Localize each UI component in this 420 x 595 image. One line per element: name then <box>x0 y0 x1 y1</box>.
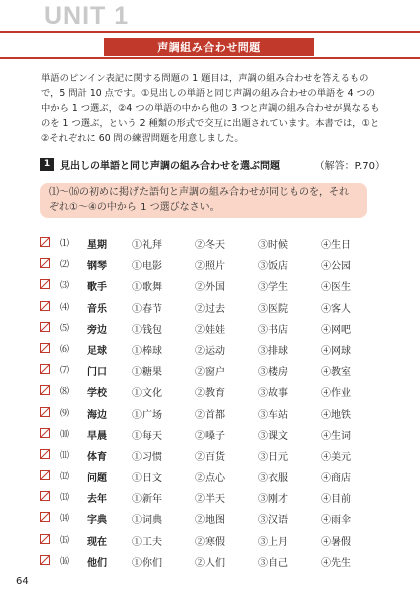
unit-title: 声調組み合わせ問題 <box>104 38 314 56</box>
answer-option: ①每天 <box>132 430 162 442</box>
question-number: ⑼ <box>60 408 70 419</box>
answer-option: ④网吧 <box>321 324 351 336</box>
question-word: 钢琴 <box>87 261 107 273</box>
question-row <box>40 318 385 339</box>
answer-option: ④暑假 <box>321 536 351 548</box>
question-row <box>40 381 385 402</box>
question-word: 现在 <box>87 536 107 548</box>
intro-paragraph: 単語のピンイン表記に関する問題の 1 題目は，声調の組み合わせを答えるもので，5 問計 10 点です。①見出しの単語と同じ声調の組み合わせの単語を 4 つの中から 1 つ選ぶ，②4 つの単語の中から他の 3 つと声調の組み合わせが異なるものを 1 つ選ぶ，という 2 種類の形式で交互に出題されています。本書では，①と②それぞれに 60 問の練習問題を用意しました。 <box>41 73 380 144</box>
checkbox-icon[interactable] <box>40 407 50 417</box>
answer-option: ①广场 <box>132 409 162 421</box>
answer-option: ③衣服 <box>258 473 288 485</box>
answer-option: ③日元 <box>258 451 288 463</box>
answer-option: ③汉语 <box>258 515 288 527</box>
question-list <box>40 233 385 572</box>
answer-option: ①春节 <box>132 303 162 315</box>
answer-option: ①钱包 <box>132 324 162 336</box>
answer-option: ①棒球 <box>132 345 162 357</box>
answer-option: ②百货 <box>195 451 225 463</box>
question-row <box>40 466 385 487</box>
answer-option: ③学生 <box>258 282 288 294</box>
question-row <box>40 254 385 275</box>
checkbox-icon[interactable] <box>40 364 50 374</box>
question-row <box>40 233 385 254</box>
question-number: ⒂ <box>60 535 70 546</box>
answer-option: ②冬天 <box>195 240 225 251</box>
answer-option: ④网球 <box>321 345 351 357</box>
checkbox-icon[interactable] <box>40 385 50 395</box>
answer-option: ①礼拜 <box>132 240 162 251</box>
answer-option: ③上月 <box>258 536 288 548</box>
answer-option: ②过去 <box>195 303 225 315</box>
page-number: 64 <box>16 576 29 587</box>
question-number: ⑺ <box>60 366 70 377</box>
answer-option: ④先生 <box>321 557 351 569</box>
question-row <box>40 297 385 318</box>
question-word: 足球 <box>87 345 107 357</box>
answer-option: ②运动 <box>195 345 225 357</box>
checkbox-icon[interactable] <box>40 534 50 544</box>
question-word: 去年 <box>87 494 107 506</box>
answer-option: ②教育 <box>195 388 225 400</box>
answer-option: ③饭店 <box>258 261 288 273</box>
checkbox-icon[interactable] <box>40 491 50 501</box>
checkbox-icon[interactable] <box>40 301 50 311</box>
question-row <box>40 445 385 466</box>
answer-option: ④生词 <box>321 430 351 442</box>
answer-option: ④作业 <box>321 388 351 400</box>
question-number: ⒀ <box>60 493 70 504</box>
answer-option: ②窗户 <box>195 367 225 379</box>
answer-option: ①词典 <box>132 515 162 527</box>
unit-heading <box>44 4 129 29</box>
question-row <box>40 360 385 381</box>
question-word: 音乐 <box>87 303 107 315</box>
answer-option: ③楼房 <box>258 367 288 379</box>
answer-option: ③时候 <box>258 240 288 251</box>
answer-option: ④教室 <box>321 367 351 379</box>
question-row <box>40 275 385 296</box>
answer-option: ②地图 <box>195 515 225 527</box>
question-row <box>40 339 385 360</box>
checkbox-icon[interactable] <box>40 237 50 247</box>
question-row <box>40 424 385 445</box>
question-word: 旁边 <box>87 324 107 336</box>
answer-option: ②点心 <box>195 473 225 485</box>
checkbox-icon[interactable] <box>40 279 50 289</box>
question-word: 海边 <box>87 409 107 421</box>
answer-option: ④商店 <box>321 473 351 485</box>
checkbox-icon[interactable] <box>40 512 50 522</box>
question-number: ⑴ <box>60 239 70 249</box>
section-heading <box>40 157 385 171</box>
question-number: ⑶ <box>60 281 70 292</box>
title-rule <box>0 57 420 59</box>
answer-option: ②人们 <box>195 557 225 569</box>
checkbox-icon[interactable] <box>40 470 50 480</box>
checkbox-icon[interactable] <box>40 449 50 459</box>
question-number: ⑵ <box>60 260 70 271</box>
question-number: ⑽ <box>60 429 70 440</box>
checkbox-icon[interactable] <box>40 322 50 332</box>
answer-option: ④目前 <box>321 494 351 506</box>
question-word: 体育 <box>87 451 107 463</box>
question-number: ⒁ <box>60 514 70 525</box>
answer-option: ①新年 <box>132 494 162 506</box>
answer-option: ③故事 <box>258 388 288 400</box>
question-row <box>40 403 385 424</box>
question-word: 门口 <box>87 367 107 379</box>
question-word: 早晨 <box>87 430 107 442</box>
question-word: 他们 <box>87 557 107 569</box>
answer-option: ④美元 <box>321 451 351 463</box>
question-word: 星期 <box>87 240 107 251</box>
top-rule <box>0 31 420 33</box>
checkbox-icon[interactable] <box>40 555 50 565</box>
answer-option: ②嗓子 <box>195 430 225 442</box>
answer-option: ①习惯 <box>132 451 162 463</box>
answer-option: ②寒假 <box>195 536 225 548</box>
unit-label: UNIT <box>44 2 107 30</box>
answer-option: ④公园 <box>321 261 351 273</box>
answer-option: ③医院 <box>258 303 288 315</box>
answer-option: ①糖果 <box>132 367 162 379</box>
question-number: ⑸ <box>60 323 70 334</box>
question-row <box>40 530 385 551</box>
question-row <box>40 551 385 572</box>
question-number: ⒃ <box>60 556 70 567</box>
instruction-box: ⑴～⒃の初めに掲げた語句と声調の組み合わせが同じものを，それぞれ①～④の中から 1 つ選びなさい。 <box>40 183 367 218</box>
question-word: 歌手 <box>87 282 107 294</box>
answer-option: ④生日 <box>321 240 351 251</box>
answer-option: ①工夫 <box>132 536 162 548</box>
question-number: ⑿ <box>60 472 70 483</box>
answer-option: ②首都 <box>195 409 225 421</box>
answer-option: ②外国 <box>195 282 225 294</box>
answer-option: ④地铁 <box>321 409 351 421</box>
answer-option: ③自己 <box>258 557 288 569</box>
answer-option: ①日文 <box>132 473 162 485</box>
question-row <box>40 508 385 529</box>
question-row <box>40 487 385 508</box>
answer-option: ②照片 <box>195 261 225 273</box>
answer-option: ④客人 <box>321 303 351 315</box>
answer-option: ①电影 <box>132 261 162 273</box>
checkbox-icon[interactable] <box>40 258 50 268</box>
answer-reference: （解答：P.70） <box>314 160 385 172</box>
answer-option: ③刚才 <box>258 494 288 506</box>
question-number: ⑻ <box>60 387 70 398</box>
unit-number: 1 <box>114 2 130 30</box>
section-number: 1 <box>40 158 54 171</box>
checkbox-icon[interactable] <box>40 428 50 438</box>
question-number: ⑷ <box>60 302 70 313</box>
answer-option: ④医生 <box>321 282 351 294</box>
answer-option: ③书店 <box>258 324 288 336</box>
question-number: ⑾ <box>60 450 70 461</box>
section-title: 見出しの単語と同じ声調の組み合わせを選ぶ問題 <box>60 160 280 172</box>
answer-option: ②半天 <box>195 494 225 506</box>
question-word: 问题 <box>87 473 107 485</box>
answer-option: ①文化 <box>132 388 162 400</box>
answer-option: ④雨伞 <box>321 515 351 527</box>
answer-option: ③课文 <box>258 430 288 442</box>
answer-option: ②娃娃 <box>195 324 225 336</box>
checkbox-icon[interactable] <box>40 343 50 353</box>
answer-option: ③车站 <box>258 409 288 421</box>
question-word: 学校 <box>87 388 107 400</box>
answer-option: ③排球 <box>258 345 288 357</box>
question-word: 字典 <box>87 515 107 527</box>
question-number: ⑹ <box>60 344 70 355</box>
answer-option: ①你们 <box>132 557 162 569</box>
answer-option: ①歌舞 <box>132 282 162 294</box>
